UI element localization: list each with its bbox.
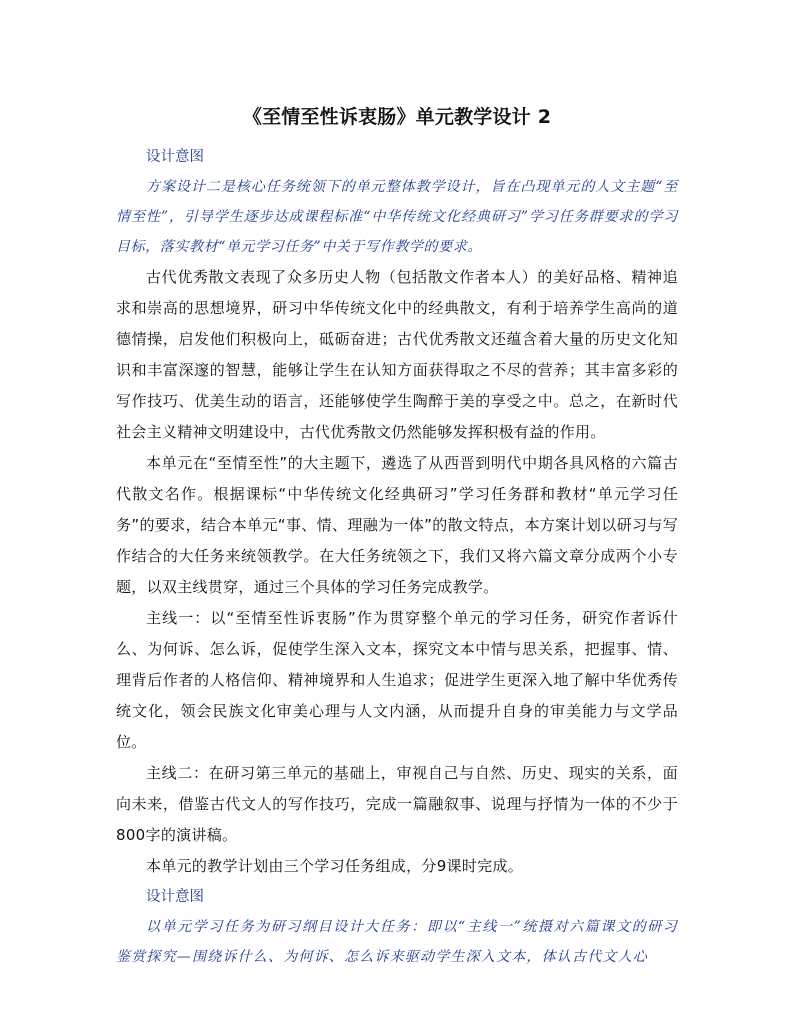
body-paragraph: 主线一：以“至情至性诉衷肠”作为贯穿整个单元的学习任务，研究作者诉什么、为何诉、怎么诉，促使学生深入文本，探究文本中情与思关系，把握事、情、理背后作者的人格信仰、精神境界和人生追求；促进学生更深入地了解中华优秀传统文化，领会民族文化审美心理与人文内涵，从而提升自身的审美能力与文学品位。	[116, 609, 678, 751]
body-paragraph: 本单元在“至情至性”的大主题下，遴选了从西晋到明代中期各具风格的六篇古代散文名作。根据课标“中华传统文化经典研习”学习任务群和教材“单元学习任务”的要求，结合本单元“事、情、理融为一体”的散文特点，本方案计划以研习与写作结合的大任务来统领教学。在大任务统领之下，我们又将六篇文章分成两个小专题，以双主线贯穿，通过三个具体的学习任务完成教学。	[116, 454, 678, 596]
section-label-design-intent: 设计意图	[146, 149, 204, 165]
body-paragraph: 主线二：在研习第三单元的基础上，审视自己与自然、历史、现实的关系，面向未来，借鉴古代文人的写作技巧，完成一篇融叙事、说理与抒情为一体的不少于800字的演讲稿。	[116, 764, 678, 844]
body-paragraph: 本单元的教学计划由三个学习任务组成，分9课时完成。	[146, 857, 524, 875]
section-label-design-intent: 设计意图	[146, 889, 204, 905]
document-title: 《至情至性诉衷肠》单元教学设计 2	[242, 106, 552, 128]
body-paragraph: 古代优秀散文表现了众多历史人物（包括散文作者本人）的美好品格、精神追求和崇高的思想境界，研习中华传统文化中的经典散文，有利于培养学生高尚的道德情操，启发他们积极向上，砥砺奋进；古代优秀散文还蕴含着大量的历史文化知识和丰富深邃的智慧，能够让学生在认知方面获得取之不尽的营养；其丰富多彩的写作技巧、优美生动的语言，还能够使学生陶醉于美的享受之中。总之，在新时代社会主义精神文明建设中，古代优秀散文仍然能够发挥积极有益的作用。	[116, 268, 678, 441]
design-intent-paragraph: 方案设计二是核心任务统领下的单元整体教学设计，旨在凸现单元的人文主题“至情至性”，引导学生逐步达成课程标准“中华传统文化经典研习”学习任务群要求的学习目标，落实教材“单元学习任务”中关于写作教学的要求。	[116, 179, 678, 255]
design-intent-paragraph: 以单元学习任务为研习纲目设计大任务：即以“主线一”统摄对六篇课文的研习鉴赏探究—围绕诉什么、为何诉、怎么诉来驱动学生深入文本，体认古代文人心	[116, 919, 678, 965]
